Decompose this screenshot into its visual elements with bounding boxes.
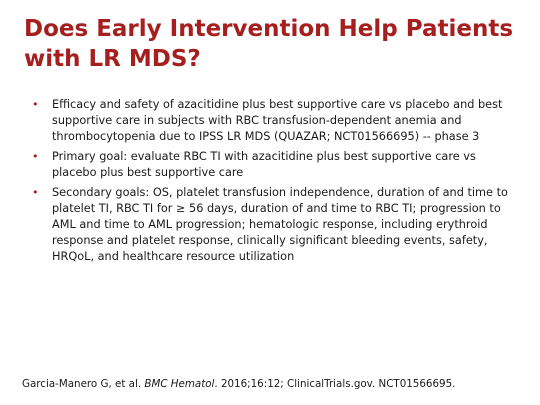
citation-authors: Garcia-Manero G, et al. [22,378,145,390]
citation [22,377,532,391]
citation-details: . 2016;16:12; ClinicalTrials.gov. NCT01566695. [214,378,456,390]
slide-title [24,14,524,74]
bullet-marker: • [32,150,39,163]
bullet-item-primary-goal [30,149,508,181]
bullet-marker: • [32,98,39,111]
bullet-item-secondary-goals [30,185,508,265]
bullet-text: Primary goal: evaluate RBC TI with azacitidine plus best supportive care vs placebo plus best supportive care [52,150,476,179]
title-line-2: with LR MDS? [24,46,201,72]
bullet-text: Secondary goals: OS, platelet transfusion independence, duration of and time to platelet TI, RBC TI for ≥ 56 days, duration of and time to RBC TI; progression to AML and time to AML progression; hematologic response, including erythroid response and platelet response, clinically significant bleeding events, safety, HRQoL, and healthcare resource utilization [52,186,508,263]
citation-journal: BMC Hematol [144,378,215,390]
title-line-1: Does Early Intervention Help Patients [24,16,514,42]
bullet-item-study-design [30,97,508,145]
bullet-list [30,97,508,269]
bullet-text: Efficacy and safety of azacitidine plus best supportive care vs placebo and best supportive care in subjects with RBC transfusion-dependent anemia and thrombocytopenia due to IPSS LR MDS (QUAZAR; NCT01566695) -- phase 3 [52,98,503,143]
bullet-marker: • [32,186,39,199]
